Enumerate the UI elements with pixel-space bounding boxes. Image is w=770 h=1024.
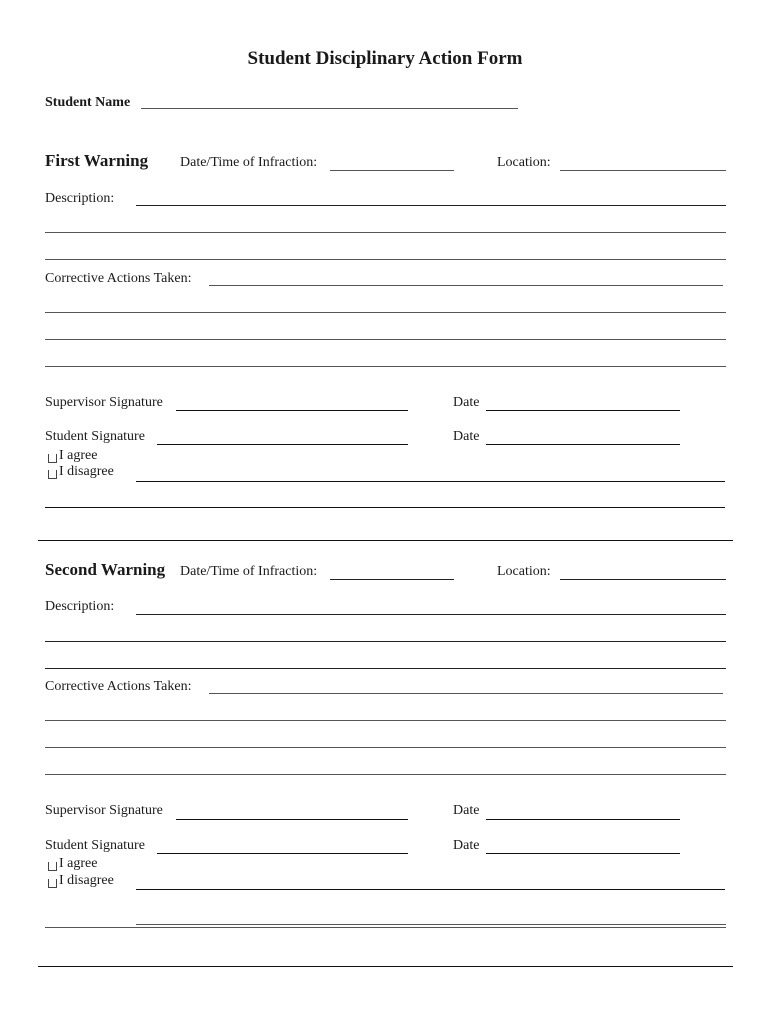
description-line-2[interactable] <box>45 641 726 642</box>
corrective-line-3[interactable] <box>45 339 726 340</box>
datetime-field[interactable] <box>330 579 454 580</box>
location-label: Location: <box>497 155 551 170</box>
disagree-checkbox[interactable] <box>48 470 57 479</box>
datetime-label: Date/Time of Infraction: <box>180 155 318 170</box>
student-date-field[interactable] <box>486 853 680 854</box>
supervisor-date-field[interactable] <box>486 819 680 820</box>
disagree-label: I disagree <box>59 873 114 888</box>
description-line-1[interactable] <box>136 614 726 615</box>
student-signature-field[interactable] <box>157 444 408 445</box>
student-signature-label: Student Signature <box>45 429 145 444</box>
supervisor-signature-field[interactable] <box>176 410 408 411</box>
disagree-label: I disagree <box>59 464 114 479</box>
location-field[interactable] <box>560 170 726 171</box>
student-date-label: Date <box>453 429 480 444</box>
corrective-line-1[interactable] <box>209 693 723 694</box>
section-divider <box>38 540 733 541</box>
disagree-checkbox[interactable] <box>48 879 57 888</box>
corrective-line-3[interactable] <box>45 747 726 748</box>
supervisor-signature-label: Supervisor Signature <box>45 395 163 410</box>
student-signature-field[interactable] <box>157 853 408 854</box>
corrective-line-1[interactable] <box>209 285 723 286</box>
datetime-field[interactable] <box>330 170 454 171</box>
description-label: Description: <box>45 599 115 614</box>
corrective-label: Corrective Actions Taken: <box>45 271 192 286</box>
corrective-line-2[interactable] <box>45 720 726 721</box>
location-field[interactable] <box>560 579 726 580</box>
supervisor-date-label: Date <box>453 803 480 818</box>
agree-label: I agree <box>59 448 98 463</box>
agree-checkbox[interactable] <box>48 862 57 871</box>
comment-line-3[interactable] <box>45 927 726 928</box>
student-date-field[interactable] <box>486 444 680 445</box>
supervisor-date-label: Date <box>453 395 480 410</box>
comment-line-2[interactable] <box>136 924 726 925</box>
description-line-3[interactable] <box>45 668 726 669</box>
agree-checkbox[interactable] <box>48 454 57 463</box>
student-date-label: Date <box>453 838 480 853</box>
comment-line-2[interactable] <box>45 507 725 508</box>
supervisor-date-field[interactable] <box>486 410 680 411</box>
description-line-3[interactable] <box>45 259 726 260</box>
student-name-label: Student Name <box>45 95 131 110</box>
supervisor-signature-field[interactable] <box>176 819 408 820</box>
datetime-label: Date/Time of Infraction: <box>180 564 318 579</box>
description-label: Description: <box>45 191 115 206</box>
comment-line-1[interactable] <box>136 889 725 890</box>
agree-label: I agree <box>59 856 98 871</box>
corrective-label: Corrective Actions Taken: <box>45 679 192 694</box>
corrective-line-4[interactable] <box>45 366 726 367</box>
comment-line-1[interactable] <box>136 481 725 482</box>
form-title: Student Disciplinary Action Form <box>247 48 523 69</box>
description-line-1[interactable] <box>136 205 726 206</box>
student-signature-label: Student Signature <box>45 838 145 853</box>
corrective-line-2[interactable] <box>45 312 726 313</box>
section-heading: First Warning <box>45 151 149 170</box>
section-heading: Second Warning <box>45 560 166 579</box>
corrective-line-4[interactable] <box>45 774 726 775</box>
description-line-2[interactable] <box>45 232 726 233</box>
bottom-rule <box>38 966 733 967</box>
supervisor-signature-label: Supervisor Signature <box>45 803 163 818</box>
student-name-field[interactable] <box>141 108 518 109</box>
location-label: Location: <box>497 564 551 579</box>
